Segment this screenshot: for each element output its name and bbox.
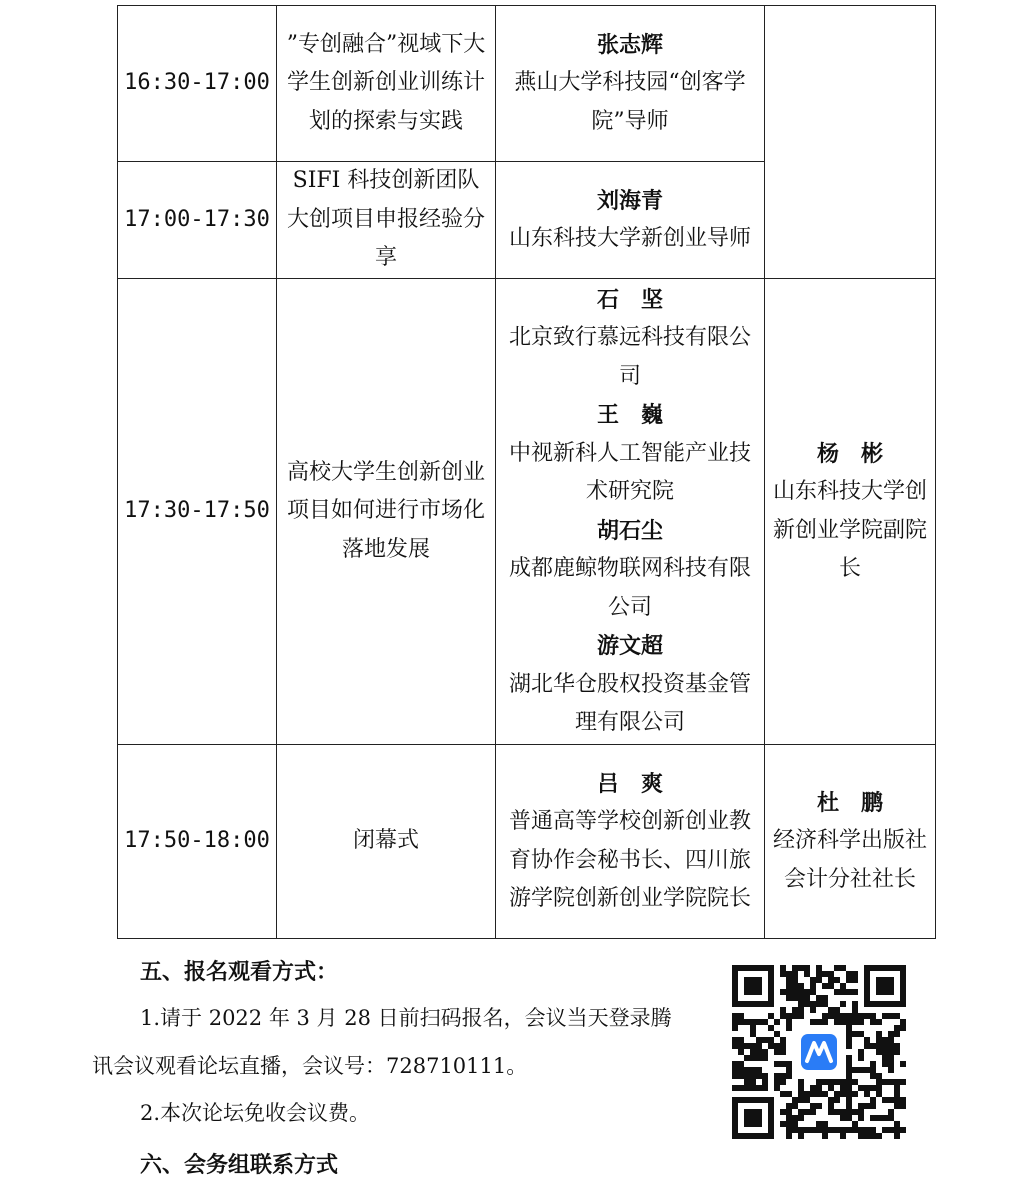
speaker-name: 游文超 xyxy=(596,633,663,659)
topic-cell: 闭幕式 xyxy=(277,745,496,939)
speaker-name: 刘海青 xyxy=(596,187,663,214)
paragraph: 2.本次论坛免收会议费。 xyxy=(140,1101,371,1125)
paragraph: 1.请于 2022 年 3 月 28 日前扫码报名，会议当天登录腾 xyxy=(140,1006,672,1030)
speaker-cell xyxy=(496,279,765,745)
speaker-org: 成都鹿鲸物联网科技有限公司 xyxy=(508,556,751,620)
topic-cell: ”专创融合”视域下大学生创新创业训练计划的探索与实践 xyxy=(277,6,496,162)
time-cell: 17:00-17:30 xyxy=(118,162,277,279)
host-cell xyxy=(765,745,936,939)
speaker-org: 普通高等学校创新创业教育协作会秘书长、四川旅游学院创新创业学院院长 xyxy=(508,809,751,911)
tencent-meeting-logo-icon xyxy=(798,1031,840,1073)
speaker-org: 燕山大学科技园“创客学院”导师 xyxy=(514,70,746,134)
qr-code-icon[interactable] xyxy=(732,965,906,1139)
speaker-name: 吕 爽 xyxy=(596,770,663,797)
host-name: 杨 彬 xyxy=(816,440,883,467)
host-name: 杜 鹏 xyxy=(816,789,883,816)
paragraph: 讯会议观看论坛直播，会议号：728710111。 xyxy=(92,1054,528,1078)
topic-cell: SIFI 科技创新团队大创项目申报经验分享 xyxy=(277,162,496,279)
topic-cell: 高校大学生创新创业项目如何进行市场化落地发展 xyxy=(277,279,496,745)
time-cell: 16:30-17:00 xyxy=(118,6,277,162)
table-row xyxy=(118,279,936,745)
speaker-cell xyxy=(496,745,765,939)
time-cell: 17:30-17:50 xyxy=(118,279,277,745)
speaker-cell xyxy=(496,6,765,162)
speaker-name: 王 巍 xyxy=(596,402,663,428)
agenda-table xyxy=(117,5,936,939)
speaker-name: 胡石尘 xyxy=(596,517,663,544)
table-row xyxy=(118,6,936,162)
speaker-org: 中视新科人工智能产业技术研究院 xyxy=(508,440,751,504)
speaker-name: 张志辉 xyxy=(596,31,663,58)
table-row xyxy=(118,745,936,939)
host-cell xyxy=(765,6,936,279)
host-cell xyxy=(765,279,936,745)
section-heading: 六、会务组联系方式 xyxy=(140,1152,339,1178)
speaker-org: 山东科技大学新创业导师 xyxy=(508,226,751,251)
qr-code-graphic xyxy=(732,965,906,1139)
time-cell: 17:50-18:00 xyxy=(118,745,277,939)
host-title: 山东科技大学创新创业学院副院长 xyxy=(772,479,927,581)
speaker-org: 北京致行慕远科技有限公司 xyxy=(508,325,751,389)
speaker-name: 石 坚 xyxy=(596,286,663,313)
speaker-cell xyxy=(496,162,765,279)
host-title: 经济科学出版社会计分社社长 xyxy=(772,828,927,892)
section-heading: 五、报名观看方式： xyxy=(140,959,339,985)
speaker-org: 湖北华仓股权投资基金管理有限公司 xyxy=(508,671,751,735)
